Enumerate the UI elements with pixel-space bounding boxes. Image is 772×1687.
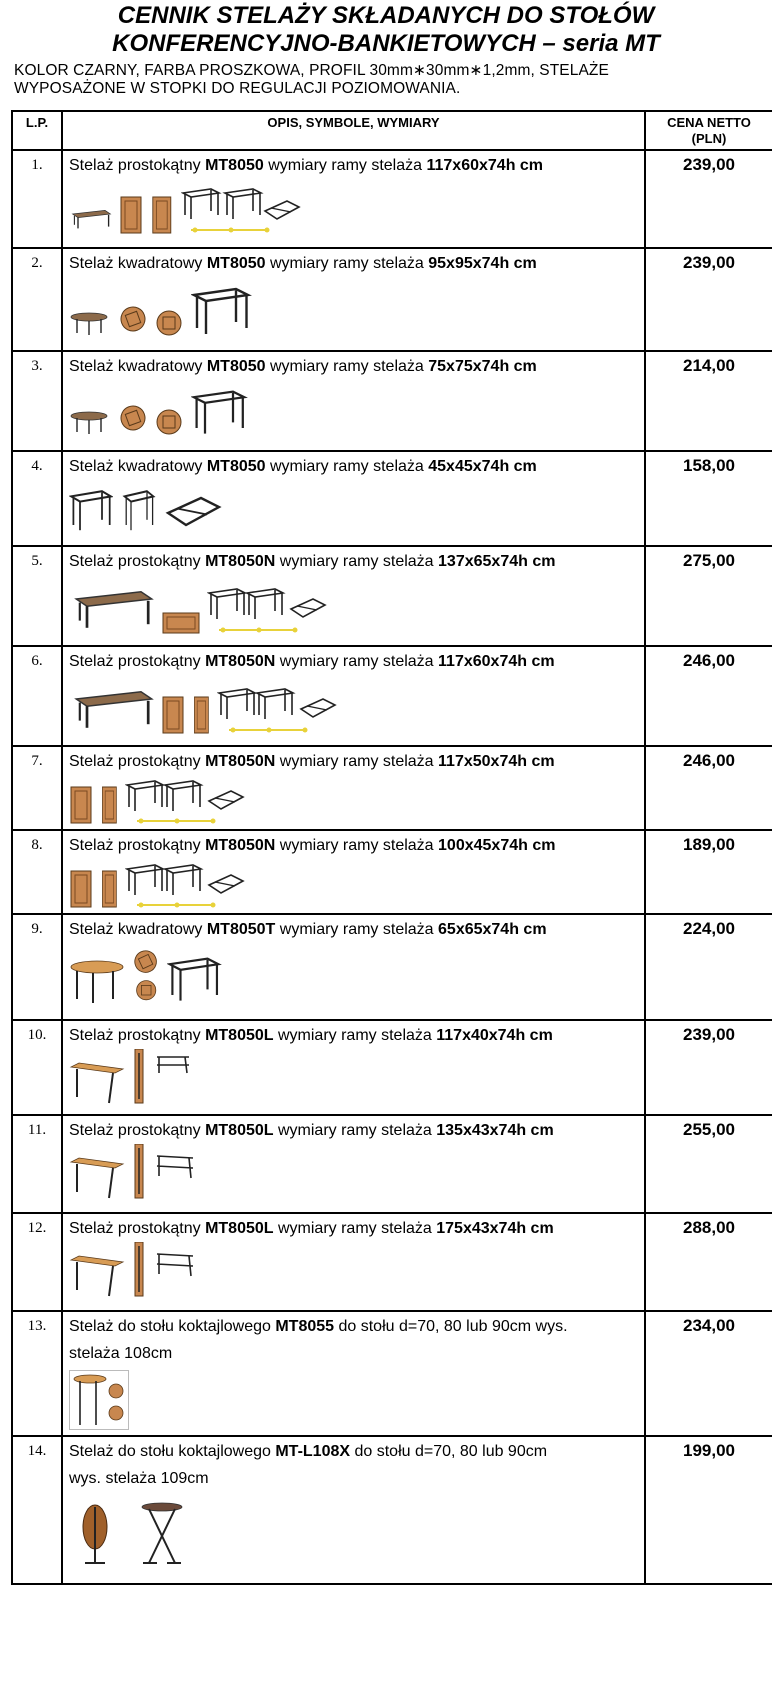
- wood-top-image: [119, 305, 149, 339]
- desc-pre: Stelaż prostokątny: [69, 1027, 206, 1044]
- dimensions: 65x65x74h cm: [438, 921, 547, 938]
- description-text: [69, 835, 640, 857]
- product-images: [69, 185, 640, 235]
- desc-mid: wymiary ramy stelaża: [275, 553, 439, 570]
- header-desc: OPIS, SYMBOLE, WYMIARY: [62, 111, 645, 150]
- cocktail-table-image: [137, 1501, 187, 1567]
- model-code: MT8050: [206, 458, 266, 475]
- page-subtitle: [14, 62, 714, 98]
- description-text: [69, 356, 640, 378]
- table-image: [69, 1250, 125, 1298]
- description-text: [69, 1025, 640, 1047]
- table-image: [69, 205, 113, 235]
- product-images: [69, 1049, 640, 1105]
- desc-pre: Stelaż prostokątny: [69, 837, 206, 854]
- table-row: [12, 451, 772, 546]
- model-code: MT8050T: [206, 921, 276, 938]
- description-text-line2: stelaża 108cm: [69, 1345, 173, 1362]
- dimensions: 45x45x74h cm: [428, 458, 537, 475]
- model-code: MT8055: [275, 1318, 335, 1335]
- product-images: [69, 1144, 640, 1200]
- desc-mid: wymiary ramy stelaża: [273, 1027, 437, 1044]
- row-description: [62, 914, 645, 1020]
- row-description: [62, 546, 645, 646]
- row-number: 13.: [12, 1311, 62, 1436]
- table-image: [69, 581, 155, 635]
- row-description: [62, 646, 645, 746]
- desc-mid: wymiary ramy stelaża: [273, 1122, 437, 1139]
- folded-frame-image: [101, 785, 119, 825]
- description-text: [69, 456, 640, 478]
- description-text: [69, 155, 640, 177]
- row-description: [62, 451, 645, 546]
- folded-frame-image: [151, 195, 175, 235]
- frame-image: [155, 1152, 199, 1182]
- row-description: [62, 1115, 645, 1213]
- dimensions: 135x43x74h cm: [436, 1122, 554, 1139]
- row-price: 199,00: [645, 1436, 772, 1584]
- model-code: MT8050N: [205, 753, 276, 770]
- dimensions: 100x45x74h cm: [438, 837, 556, 854]
- product-images: [69, 1242, 640, 1298]
- desc-pre: Stelaż prostokątny: [69, 753, 206, 770]
- folded-cocktail-table-image: [77, 1501, 113, 1567]
- desc-mid: wymiary ramy stelaża: [275, 921, 439, 938]
- frame-image: [69, 486, 113, 532]
- desc-mid: do stołu d=70, 80 lub 90cm: [350, 1443, 548, 1460]
- model-code: MT8050L: [205, 1220, 274, 1237]
- desc-pre: Stelaż prostokątny: [69, 1122, 206, 1139]
- model-code: MT8050N: [205, 553, 276, 570]
- model-code: MT8050: [205, 157, 264, 174]
- wood-top-image: [155, 309, 185, 339]
- desc-mid: wymiary ramy stelaża: [273, 1220, 437, 1237]
- row-price: 255,00: [645, 1115, 772, 1213]
- row-price: 234,00: [645, 1311, 772, 1436]
- description-text: [69, 651, 640, 673]
- description-text: [69, 1441, 640, 1463]
- row-price: 239,00: [645, 248, 772, 351]
- row-price: 214,00: [645, 351, 772, 451]
- row-description: [62, 830, 645, 914]
- row-price: 288,00: [645, 1213, 772, 1311]
- product-images: [69, 486, 640, 532]
- frame-image: [155, 1250, 199, 1280]
- wood-top-image: [69, 785, 95, 825]
- wood-top-image: [131, 949, 161, 1005]
- frame-image: [167, 953, 223, 1005]
- dimensions: 95x95x74h cm: [428, 255, 537, 272]
- description-text: [69, 751, 640, 773]
- wood-top-image: [131, 1242, 149, 1298]
- desc-pre: Stelaż prostokątny: [69, 157, 206, 174]
- product-images: [69, 1501, 640, 1567]
- product-images: [69, 386, 640, 438]
- product-images: [69, 1370, 640, 1430]
- wood-top-image: [119, 404, 149, 438]
- row-price: 189,00: [645, 830, 772, 914]
- header-price-line2: (PLN): [691, 131, 727, 146]
- row-description: [62, 1311, 645, 1436]
- page-title-line2: KONFERENCYJNO-BANKIETOWYCH – seria MT: [112, 30, 660, 57]
- table-image: [69, 1057, 125, 1105]
- product-images: [69, 681, 640, 735]
- desc-pre: Stelaż prostokątny: [69, 553, 206, 570]
- desc-mid: wymiary ramy stelaża: [275, 653, 439, 670]
- price-table: [11, 110, 772, 1585]
- row-number: 1.: [12, 150, 62, 248]
- row-number: 7.: [12, 746, 62, 830]
- dimensions: 117x40x74h cm: [436, 1027, 553, 1044]
- table-row: [12, 914, 772, 1020]
- desc-pre: Stelaż kwadratowy: [69, 358, 207, 375]
- frame-image: [191, 386, 255, 438]
- desc-mid: wymiary ramy stelaża: [263, 157, 427, 174]
- row-price: 158,00: [645, 451, 772, 546]
- wood-top-image: [155, 408, 185, 438]
- description-text: [69, 1316, 640, 1338]
- model-code: MT-L108X: [275, 1443, 351, 1460]
- model-code: MT8050: [206, 358, 266, 375]
- row-number: 14.: [12, 1436, 62, 1584]
- desc-mid: do stołu d=70, 80 lub 90cm wys.: [334, 1318, 568, 1335]
- desc-pre: Stelaż kwadratowy: [69, 458, 207, 475]
- row-price: 246,00: [645, 646, 772, 746]
- model-code: MT8050L: [205, 1027, 274, 1044]
- table-row: [12, 546, 772, 646]
- table-row: [12, 1311, 772, 1436]
- desc-mid: wymiary ramy stelaża: [275, 753, 439, 770]
- table-row: [12, 1213, 772, 1311]
- row-number: 10.: [12, 1020, 62, 1115]
- description-text-line2: wys. stelaża 109cm: [69, 1470, 209, 1487]
- dimensions: 175x43x74h cm: [436, 1220, 554, 1237]
- dimensions: 117x60x74h cm: [438, 653, 555, 670]
- table-row: [12, 746, 772, 830]
- description-text: [69, 1218, 640, 1240]
- dimensions: 117x60x74h cm: [426, 157, 544, 174]
- row-number: 4.: [12, 451, 62, 546]
- model-code: MT8050L: [205, 1122, 274, 1139]
- frame-sequence-image: [125, 777, 245, 825]
- row-description: [62, 1213, 645, 1311]
- table-row: [12, 248, 772, 351]
- row-price: 239,00: [645, 1020, 772, 1115]
- subtitle-line2: WYPOSAŻONE W STOPKI DO REGULACJI POZIOMOWANIA.: [14, 80, 461, 97]
- row-description: [62, 150, 645, 248]
- row-description: [62, 351, 645, 451]
- folded-frame-image: [119, 486, 159, 532]
- flat-frame-image: [165, 492, 225, 532]
- wood-top-image: [119, 195, 145, 235]
- table-image: [69, 309, 113, 339]
- dimensions: 137x65x74h cm: [438, 553, 556, 570]
- round-table-image: [69, 959, 125, 1005]
- row-description: [62, 248, 645, 351]
- wood-top-image: [131, 1049, 149, 1105]
- wood-top-image: [161, 695, 187, 735]
- table-image: [69, 1152, 125, 1200]
- table-row: [12, 1020, 772, 1115]
- frame-image: [191, 283, 261, 339]
- frame-sequence-image: [125, 861, 245, 909]
- header-lp: L.P.: [12, 111, 62, 150]
- header-price-line1: CENA NETTO: [667, 115, 751, 130]
- frame-sequence-image: [207, 585, 327, 635]
- frame-sequence-image: [217, 685, 337, 735]
- desc-mid: wymiary ramy stelaża: [275, 837, 439, 854]
- row-number: 2.: [12, 248, 62, 351]
- wood-top-image: [161, 595, 201, 635]
- page-title-line1: CENNIK STELAŻY SKŁADANYCH DO STOŁÓW: [117, 2, 655, 29]
- row-price: 275,00: [645, 546, 772, 646]
- desc-mid: wymiary ramy stelaża: [265, 358, 429, 375]
- table-row: [12, 1115, 772, 1213]
- description-text: [69, 551, 640, 573]
- description-text: [69, 919, 640, 941]
- desc-mid: wymiary ramy stelaża: [265, 458, 429, 475]
- desc-pre: Stelaż do stołu koktajlowego: [69, 1443, 276, 1460]
- folded-frame-image: [193, 695, 211, 735]
- row-number: 11.: [12, 1115, 62, 1213]
- row-number: 12.: [12, 1213, 62, 1311]
- row-price: 239,00: [645, 150, 772, 248]
- desc-pre: Stelaż kwadratowy: [69, 921, 207, 938]
- table-image: [69, 408, 113, 438]
- description-text: [69, 1120, 640, 1142]
- row-price: 224,00: [645, 914, 772, 1020]
- wood-top-image: [131, 1144, 149, 1200]
- desc-mid: wymiary ramy stelaża: [265, 255, 429, 272]
- desc-pre: Stelaż prostokątny: [69, 1220, 206, 1237]
- table-row: [12, 351, 772, 451]
- dimensions: 117x50x74h cm: [438, 753, 555, 770]
- model-code: MT8050N: [205, 837, 276, 854]
- product-images: [69, 283, 640, 339]
- frame-image: [155, 1053, 195, 1077]
- row-number: 5.: [12, 546, 62, 646]
- desc-pre: Stelaż prostokątny: [69, 653, 206, 670]
- model-code: MT8050N: [205, 653, 276, 670]
- table-header-row: [12, 111, 772, 150]
- table-row: [12, 1436, 772, 1584]
- product-images: [69, 581, 640, 635]
- product-images: [69, 949, 640, 1005]
- desc-pre: Stelaż do stołu koktajlowego: [69, 1318, 276, 1335]
- dimensions: 75x75x74h cm: [428, 358, 537, 375]
- row-description: [62, 1436, 645, 1584]
- description-text: [69, 253, 640, 275]
- model-code: MT8050: [206, 255, 266, 272]
- header-price: [645, 111, 772, 150]
- frame-sequence-image: [181, 185, 301, 235]
- table-row: [12, 830, 772, 914]
- product-images: [69, 861, 640, 909]
- row-description: [62, 1020, 645, 1115]
- table-row: [12, 150, 772, 248]
- row-number: 6.: [12, 646, 62, 746]
- table-image: [69, 681, 155, 735]
- subtitle-line1: KOLOR CZARNY, FARBA PROSZKOWA, PROFIL 30mm∗30mm∗1,2mm, STELAŻE: [14, 62, 609, 79]
- row-number: 3.: [12, 351, 62, 451]
- cocktail-table-image: [69, 1370, 129, 1430]
- row-number: 8.: [12, 830, 62, 914]
- table-row: [12, 646, 772, 746]
- folded-frame-image: [101, 869, 119, 909]
- product-images: [69, 777, 640, 825]
- row-number: 9.: [12, 914, 62, 1020]
- desc-pre: Stelaż kwadratowy: [69, 255, 207, 272]
- row-description: [62, 746, 645, 830]
- wood-top-image: [69, 869, 95, 909]
- row-price: 246,00: [645, 746, 772, 830]
